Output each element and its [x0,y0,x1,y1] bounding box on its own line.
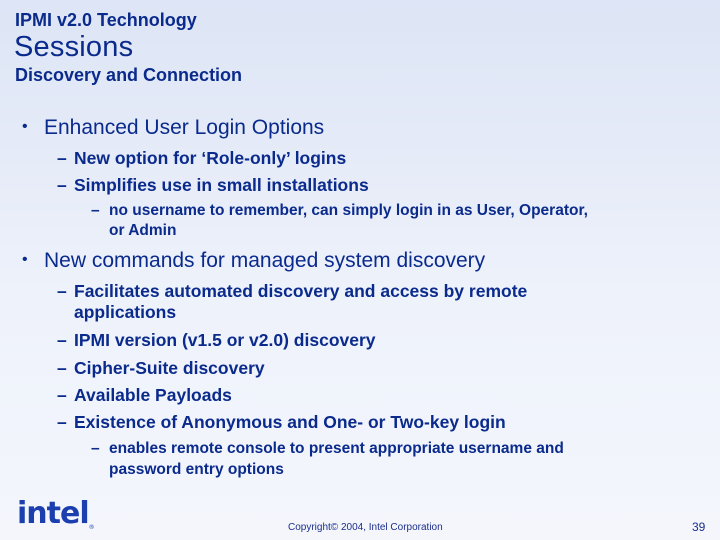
sub-sub-bullet-line: or Admin [109,222,177,239]
dash-icon: – [91,440,100,457]
dash-icon: – [57,330,67,350]
sub-bullet-text: Existence of Anonymous and One- or Two-key login [74,412,506,432]
sub-sub-bullet-line: enables remote console to present appropriate username and [109,440,564,457]
sub-sub-bullet-line: no username to remember, can simply login in as User, Operator, [109,202,588,219]
logo-wordmark: intel [17,496,89,531]
sub-bullet-text: Simplifies use in small installations [74,175,369,195]
sub-sub-bullet-line: password entry options [109,461,284,478]
sub-bullet-text: Available Payloads [74,385,232,405]
sub-bullet-line: Facilitates automated discovery and access by remote [74,281,528,301]
bullet-text: Enhanced User Login Options [44,116,325,139]
dash-icon: – [57,175,67,195]
sub-bullet-text: IPMI version (v1.5 or v2.0) discovery [74,330,376,350]
dash-icon: – [57,412,67,432]
bullet-text: New commands for managed system discovery [44,249,486,272]
copyright-notice: Copyright© 2004, Intel Corporation [288,522,443,533]
sub-bullet-text: Cipher-Suite discovery [74,358,265,378]
bullet-icon: • [22,118,28,135]
dash-icon: – [91,202,100,219]
dash-icon: – [57,148,67,168]
trademark-mark: ® [88,524,95,531]
dash-icon: – [57,358,67,378]
slide-heading: Sessions [14,31,134,63]
presentation-title: IPMI v2.0 Technology [15,10,197,30]
dash-icon: – [57,281,67,301]
bullet-icon: • [22,251,28,268]
sub-bullet-text: New option for ‘Role-only’ logins [74,148,347,168]
dash-icon: – [57,385,67,405]
intel-logo [17,496,95,531]
page-number: 39 [692,520,706,534]
slide-subtitle: Discovery and Connection [15,65,243,85]
sub-bullet-line: applications [74,302,177,322]
